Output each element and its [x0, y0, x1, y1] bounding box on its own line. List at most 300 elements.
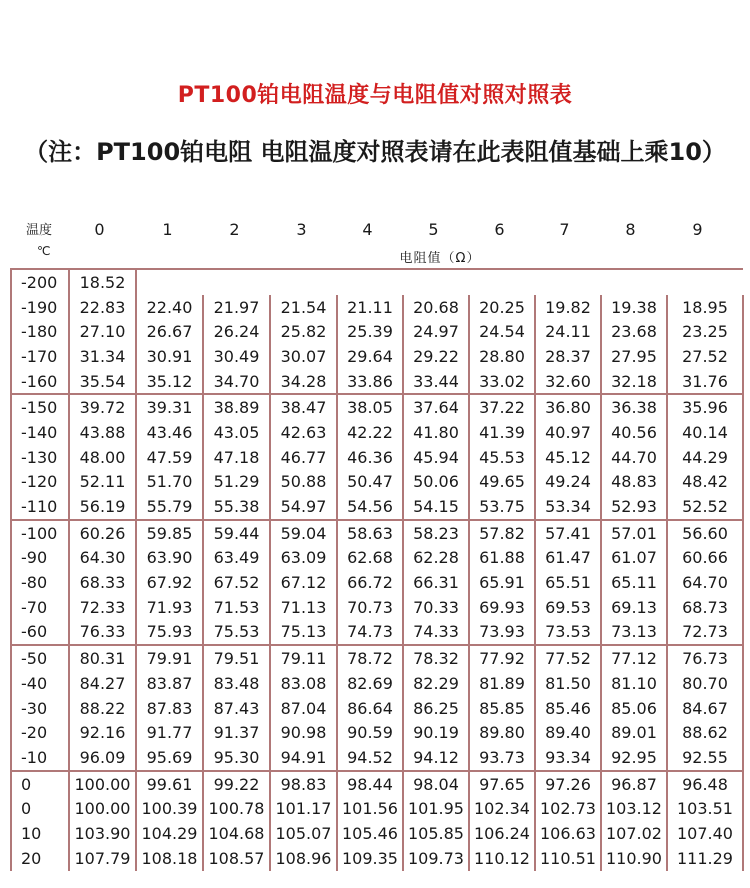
- resistance-cell: 18.95: [667, 295, 743, 320]
- resistance-cell: 27.10: [69, 319, 136, 344]
- digit-header-5: 5: [428, 220, 439, 239]
- resistance-cell: 103.90: [69, 821, 136, 846]
- resistance-cell: 98.83: [270, 771, 337, 797]
- resistance-cell: 84.67: [667, 696, 743, 721]
- resistance-cell: 72.73: [667, 620, 743, 646]
- resistance-cell: 83.08: [270, 671, 337, 696]
- resistance-cell: 62.68: [337, 546, 403, 571]
- resistance-cell: 102.73: [535, 796, 601, 821]
- resistance-cell: 95.69: [136, 745, 203, 771]
- resistance-cell: 88.62: [667, 720, 743, 745]
- resistance-cell: 69.93: [469, 595, 535, 620]
- empty-cell: [403, 269, 469, 295]
- empty-cell: [203, 269, 270, 295]
- resistance-cell: 41.39: [469, 420, 535, 445]
- resistance-cell: 103.51: [667, 796, 743, 821]
- resistance-cell: 40.97: [535, 420, 601, 445]
- resistance-cell: 53.75: [469, 494, 535, 520]
- resistance-cell: 25.39: [337, 319, 403, 344]
- temperature-cell: 20: [11, 846, 69, 871]
- resistance-cell: 55.38: [203, 494, 270, 520]
- resistance-cell: 107.40: [667, 821, 743, 846]
- resistance-cell: 110.51: [535, 846, 601, 871]
- resistance-cell: 62.28: [403, 546, 469, 571]
- resistance-cell: 28.37: [535, 344, 601, 369]
- temperature-cell: -100: [11, 520, 69, 546]
- resistance-cell: 43.88: [69, 420, 136, 445]
- resistance-cell: 58.63: [337, 520, 403, 546]
- resistance-cell: 33.86: [337, 369, 403, 395]
- resistance-cell: 63.49: [203, 546, 270, 571]
- table-row: [11, 620, 743, 646]
- temperature-cell: -50: [11, 645, 69, 671]
- table-row: [11, 671, 743, 696]
- resistance-cell: 99.61: [136, 771, 203, 797]
- resistance-cell: 30.49: [203, 344, 270, 369]
- resistance-cell: 84.27: [69, 671, 136, 696]
- resistance-cell: 30.91: [136, 344, 203, 369]
- resistance-cell: 45.12: [535, 445, 601, 470]
- resistance-cell: 97.26: [535, 771, 601, 797]
- resistance-cell: 77.92: [469, 645, 535, 671]
- resistance-cell: 104.68: [203, 821, 270, 846]
- table-row: [11, 344, 743, 369]
- resistance-cell: 76.33: [69, 620, 136, 646]
- resistance-cell: 79.51: [203, 645, 270, 671]
- resistance-cell: 105.46: [337, 821, 403, 846]
- table-row: [11, 771, 743, 797]
- resistance-cell: 76.73: [667, 645, 743, 671]
- resistance-cell: 100.39: [136, 796, 203, 821]
- resistance-cell: 83.48: [203, 671, 270, 696]
- resistance-cell: 20.68: [403, 295, 469, 320]
- resistance-cell: 41.80: [403, 420, 469, 445]
- resistance-cell: 32.60: [535, 369, 601, 395]
- resistance-cell: 42.22: [337, 420, 403, 445]
- resistance-cell: 37.64: [403, 394, 469, 420]
- temperature-header-label: 温度: [26, 223, 53, 238]
- resistance-cell: 107.79: [69, 846, 136, 871]
- resistance-cell: 110.90: [601, 846, 667, 871]
- resistance-cell: 71.53: [203, 595, 270, 620]
- digit-header-2: 2: [229, 220, 240, 239]
- resistance-cell: 57.82: [469, 520, 535, 546]
- resistance-cell: 71.13: [270, 595, 337, 620]
- resistance-table: [10, 268, 744, 871]
- resistance-cell: 25.82: [270, 319, 337, 344]
- table-row: [11, 445, 743, 470]
- digit-header-0: 0: [94, 220, 105, 239]
- temperature-cell: -120: [11, 470, 69, 495]
- resistance-cell: 48.42: [667, 470, 743, 495]
- resistance-cell: 95.30: [203, 745, 270, 771]
- table-row: [11, 720, 743, 745]
- resistance-cell: 98.44: [337, 771, 403, 797]
- digit-header-7: 7: [559, 220, 570, 239]
- resistance-cell: 47.18: [203, 445, 270, 470]
- page-subtitle: （注：PT100铂电阻 电阻温度对照表请在此表阻值基础上乘10）: [24, 138, 726, 166]
- resistance-cell: 110.12: [469, 846, 535, 871]
- resistance-cell: 90.59: [337, 720, 403, 745]
- resistance-cell: 87.83: [136, 696, 203, 721]
- resistance-cell: 54.97: [270, 494, 337, 520]
- resistance-cell: 53.34: [535, 494, 601, 520]
- resistance-cell: 44.70: [601, 445, 667, 470]
- resistance-cell: 108.57: [203, 846, 270, 871]
- resistance-cell: 48.83: [601, 470, 667, 495]
- resistance-cell: 109.35: [337, 846, 403, 871]
- resistance-cell: 108.18: [136, 846, 203, 871]
- resistance-table-container: [10, 268, 742, 888]
- temperature-cell: 0: [11, 771, 69, 797]
- resistance-cell: 73.53: [535, 620, 601, 646]
- temperature-cell: -70: [11, 595, 69, 620]
- resistance-cell: 29.22: [403, 344, 469, 369]
- digit-header-4: 4: [362, 220, 373, 239]
- resistance-cell: 80.70: [667, 671, 743, 696]
- resistance-cell: 36.38: [601, 394, 667, 420]
- resistance-cell: 83.87: [136, 671, 203, 696]
- resistance-cell: 78.32: [403, 645, 469, 671]
- resistance-cell: 91.77: [136, 720, 203, 745]
- resistance-cell: 99.22: [203, 771, 270, 797]
- resistance-cell: 88.22: [69, 696, 136, 721]
- resistance-cell: 74.73: [337, 620, 403, 646]
- resistance-cell: 92.95: [601, 745, 667, 771]
- resistance-cell: 52.11: [69, 470, 136, 495]
- table-row: [11, 645, 743, 671]
- resistance-cell: 33.44: [403, 369, 469, 395]
- resistance-cell: 27.95: [601, 344, 667, 369]
- digit-header-8: 8: [625, 220, 636, 239]
- resistance-cell: 38.05: [337, 394, 403, 420]
- resistance-table-body: [11, 269, 743, 871]
- resistance-cell: 77.52: [535, 645, 601, 671]
- page-title: PT100铂电阻温度与电阻值对照对照表: [177, 83, 573, 108]
- resistance-cell: 86.25: [403, 696, 469, 721]
- resistance-cell: 50.88: [270, 470, 337, 495]
- resistance-cell: 106.24: [469, 821, 535, 846]
- digit-header-1: 1: [162, 220, 173, 239]
- resistance-cell: 98.04: [403, 771, 469, 797]
- resistance-cell: 104.29: [136, 821, 203, 846]
- resistance-cell: 23.25: [667, 319, 743, 344]
- resistance-cell: 60.26: [69, 520, 136, 546]
- table-row: [11, 846, 743, 871]
- resistance-cell: 81.50: [535, 671, 601, 696]
- resistance-cell: 78.72: [337, 645, 403, 671]
- resistance-cell: 34.28: [270, 369, 337, 395]
- resistance-cell: 81.10: [601, 671, 667, 696]
- resistance-cell: 90.19: [403, 720, 469, 745]
- resistance-cell: 101.17: [270, 796, 337, 821]
- resistance-cell: 102.34: [469, 796, 535, 821]
- temperature-cell: -10: [11, 745, 69, 771]
- resistance-cell: 100.00: [69, 796, 136, 821]
- resistance-cell: 46.77: [270, 445, 337, 470]
- resistance-cell: 19.82: [535, 295, 601, 320]
- resistance-cell: 89.01: [601, 720, 667, 745]
- resistance-cell: 45.94: [403, 445, 469, 470]
- resistance-cell: 65.51: [535, 570, 601, 595]
- temperature-cell: -20: [11, 720, 69, 745]
- resistance-cell: 30.07: [270, 344, 337, 369]
- resistance-cell: 57.01: [601, 520, 667, 546]
- resistance-cell: 87.43: [203, 696, 270, 721]
- temperature-cell: -30: [11, 696, 69, 721]
- table-row: [11, 796, 743, 821]
- resistance-cell: 106.63: [535, 821, 601, 846]
- empty-cell: [136, 269, 203, 295]
- temperature-cell: -170: [11, 344, 69, 369]
- temperature-cell: 10: [11, 821, 69, 846]
- resistance-cell: 109.73: [403, 846, 469, 871]
- resistance-cell: 38.47: [270, 394, 337, 420]
- resistance-cell: 111.29: [667, 846, 743, 871]
- resistance-cell: 101.56: [337, 796, 403, 821]
- resistance-cell: 48.00: [69, 445, 136, 470]
- resistance-cell: 36.80: [535, 394, 601, 420]
- resistance-cell: 58.23: [403, 520, 469, 546]
- resistance-cell: 63.90: [136, 546, 203, 571]
- resistance-cell: 22.40: [136, 295, 203, 320]
- digit-header-row: [0, 220, 750, 244]
- resistance-cell: 23.68: [601, 319, 667, 344]
- resistance-cell: 69.53: [535, 595, 601, 620]
- resistance-cell: 91.37: [203, 720, 270, 745]
- resistance-cell: 94.91: [270, 745, 337, 771]
- resistance-cell: 72.33: [69, 595, 136, 620]
- resistance-cell: 63.09: [270, 546, 337, 571]
- resistance-cell: 40.56: [601, 420, 667, 445]
- resistance-cell: 52.93: [601, 494, 667, 520]
- resistance-cell: 65.11: [601, 570, 667, 595]
- temperature-cell: -190: [11, 295, 69, 320]
- resistance-cell: 50.47: [337, 470, 403, 495]
- resistance-cell: 24.11: [535, 319, 601, 344]
- empty-cell: [469, 269, 535, 295]
- resistance-cell: 59.85: [136, 520, 203, 546]
- resistance-cell: 43.05: [203, 420, 270, 445]
- resistance-cell: 100.00: [69, 771, 136, 797]
- resistance-cell: 18.52: [69, 269, 136, 295]
- table-row: [11, 570, 743, 595]
- table-row: [11, 319, 743, 344]
- resistance-cell: 85.85: [469, 696, 535, 721]
- resistance-cell: 89.80: [469, 720, 535, 745]
- resistance-cell: 20.25: [469, 295, 535, 320]
- temperature-cell: -140: [11, 420, 69, 445]
- resistance-cell: 38.89: [203, 394, 270, 420]
- resistance-cell: 45.53: [469, 445, 535, 470]
- resistance-cell: 33.02: [469, 369, 535, 395]
- table-row: [11, 520, 743, 546]
- resistance-cell: 34.70: [203, 369, 270, 395]
- resistance-cell: 59.44: [203, 520, 270, 546]
- resistance-cell: 108.96: [270, 846, 337, 871]
- resistance-cell: 77.12: [601, 645, 667, 671]
- resistance-cell: 54.15: [403, 494, 469, 520]
- resistance-cell: 47.59: [136, 445, 203, 470]
- resistance-cell: 56.19: [69, 494, 136, 520]
- table-row: [11, 821, 743, 846]
- resistance-cell: 51.70: [136, 470, 203, 495]
- resistance-cell: 21.97: [203, 295, 270, 320]
- resistance-cell: 73.93: [469, 620, 535, 646]
- table-row: [11, 745, 743, 771]
- resistance-cell: 27.52: [667, 344, 743, 369]
- resistance-cell: 55.79: [136, 494, 203, 520]
- resistance-cell: 61.07: [601, 546, 667, 571]
- table-row: [11, 546, 743, 571]
- resistance-cell: 39.31: [136, 394, 203, 420]
- resistance-cell: 19.38: [601, 295, 667, 320]
- resistance-cell: 49.24: [535, 470, 601, 495]
- temperature-cell: -40: [11, 671, 69, 696]
- resistance-cell: 67.52: [203, 570, 270, 595]
- temperature-cell: -130: [11, 445, 69, 470]
- temperature-cell: -110: [11, 494, 69, 520]
- resistance-cell: 59.04: [270, 520, 337, 546]
- resistance-cell: 51.29: [203, 470, 270, 495]
- resistance-cell: 90.98: [270, 720, 337, 745]
- resistance-cell: 101.95: [403, 796, 469, 821]
- empty-cell: [270, 269, 337, 295]
- digit-header-6: 6: [494, 220, 505, 239]
- temperature-cell: -200: [11, 269, 69, 295]
- resistance-cell: 68.73: [667, 595, 743, 620]
- resistance-cell: 96.09: [69, 745, 136, 771]
- table-row: [11, 369, 743, 395]
- resistance-cell: 94.52: [337, 745, 403, 771]
- table-row: [11, 295, 743, 320]
- resistance-cell: 87.04: [270, 696, 337, 721]
- resistance-cell: 24.54: [469, 319, 535, 344]
- resistance-cell: 93.73: [469, 745, 535, 771]
- resistance-cell: 105.85: [403, 821, 469, 846]
- resistance-cell: 70.73: [337, 595, 403, 620]
- digit-header-3: 3: [296, 220, 307, 239]
- resistance-cell: 43.46: [136, 420, 203, 445]
- resistance-cell: 21.11: [337, 295, 403, 320]
- resistance-cell: 79.91: [136, 645, 203, 671]
- resistance-cell: 50.06: [403, 470, 469, 495]
- empty-cell: [667, 269, 743, 295]
- resistance-cell: 31.76: [667, 369, 743, 395]
- resistance-cell: 93.34: [535, 745, 601, 771]
- resistance-cell: 65.91: [469, 570, 535, 595]
- table-row: [11, 394, 743, 420]
- resistance-cell: 57.41: [535, 520, 601, 546]
- resistance-cell: 105.07: [270, 821, 337, 846]
- resistance-cell: 94.12: [403, 745, 469, 771]
- resistance-header-label: 电阻值（Ω）: [399, 251, 481, 266]
- resistance-cell: 67.12: [270, 570, 337, 595]
- temperature-cell: -160: [11, 369, 69, 395]
- resistance-cell: 60.66: [667, 546, 743, 571]
- resistance-cell: 71.93: [136, 595, 203, 620]
- resistance-cell: 75.93: [136, 620, 203, 646]
- resistance-cell: 21.54: [270, 295, 337, 320]
- resistance-cell: 70.33: [403, 595, 469, 620]
- resistance-cell: 82.29: [403, 671, 469, 696]
- resistance-cell: 29.64: [337, 344, 403, 369]
- resistance-cell: 100.78: [203, 796, 270, 821]
- resistance-cell: 92.55: [667, 745, 743, 771]
- resistance-cell: 35.96: [667, 394, 743, 420]
- resistance-cell: 82.69: [337, 671, 403, 696]
- resistance-cell: 66.31: [403, 570, 469, 595]
- resistance-cell: 49.65: [469, 470, 535, 495]
- resistance-cell: 97.65: [469, 771, 535, 797]
- resistance-cell: 89.40: [535, 720, 601, 745]
- resistance-cell: 96.48: [667, 771, 743, 797]
- resistance-cell: 85.06: [601, 696, 667, 721]
- resistance-cell: 35.12: [136, 369, 203, 395]
- resistance-cell: 40.14: [667, 420, 743, 445]
- resistance-cell: 73.13: [601, 620, 667, 646]
- resistance-cell: 37.22: [469, 394, 535, 420]
- resistance-cell: 107.02: [601, 821, 667, 846]
- temperature-cell: -60: [11, 620, 69, 646]
- temperature-cell: -150: [11, 394, 69, 420]
- resistance-cell: 26.24: [203, 319, 270, 344]
- resistance-cell: 92.16: [69, 720, 136, 745]
- table-row: [11, 420, 743, 445]
- resistance-cell: 61.47: [535, 546, 601, 571]
- resistance-cell: 39.72: [69, 394, 136, 420]
- resistance-cell: 66.72: [337, 570, 403, 595]
- temperature-cell: -180: [11, 319, 69, 344]
- table-row: [11, 269, 743, 295]
- resistance-cell: 67.92: [136, 570, 203, 595]
- resistance-cell: 26.67: [136, 319, 203, 344]
- resistance-cell: 75.13: [270, 620, 337, 646]
- resistance-cell: 61.88: [469, 546, 535, 571]
- resistance-cell: 56.60: [667, 520, 743, 546]
- resistance-cell: 31.34: [69, 344, 136, 369]
- resistance-cell: 103.12: [601, 796, 667, 821]
- resistance-cell: 96.87: [601, 771, 667, 797]
- resistance-cell: 79.11: [270, 645, 337, 671]
- resistance-cell: 64.30: [69, 546, 136, 571]
- resistance-cell: 35.54: [69, 369, 136, 395]
- temperature-cell: -90: [11, 546, 69, 571]
- resistance-cell: 85.46: [535, 696, 601, 721]
- temperature-cell: 0: [11, 796, 69, 821]
- resistance-cell: 44.29: [667, 445, 743, 470]
- digit-header-9: 9: [692, 220, 703, 239]
- empty-cell: [535, 269, 601, 295]
- empty-cell: [337, 269, 403, 295]
- resistance-cell: 86.64: [337, 696, 403, 721]
- resistance-cell: 52.52: [667, 494, 743, 520]
- resistance-cell: 81.89: [469, 671, 535, 696]
- temperature-cell: -80: [11, 570, 69, 595]
- temperature-unit-label: ℃: [37, 244, 51, 258]
- resistance-cell: 80.31: [69, 645, 136, 671]
- table-row: [11, 494, 743, 520]
- resistance-cell: 24.97: [403, 319, 469, 344]
- resistance-cell: 74.33: [403, 620, 469, 646]
- table-row: [11, 696, 743, 721]
- resistance-cell: 22.83: [69, 295, 136, 320]
- resistance-cell: 46.36: [337, 445, 403, 470]
- resistance-cell: 42.63: [270, 420, 337, 445]
- resistance-cell: 54.56: [337, 494, 403, 520]
- empty-cell: [601, 269, 667, 295]
- resistance-cell: 75.53: [203, 620, 270, 646]
